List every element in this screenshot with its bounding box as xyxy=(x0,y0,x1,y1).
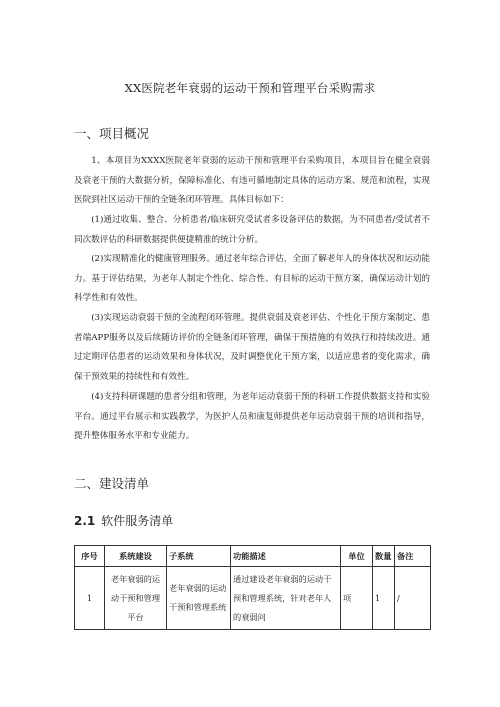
section-heading-build-list: 二、建设清单 xyxy=(74,476,150,491)
cell-index: 1 xyxy=(75,567,105,630)
subsection-number: 2.1 xyxy=(74,514,96,528)
table-header-row xyxy=(75,546,431,567)
paragraph-goal-1: (1)通过收集、整合、分析患者/临床研究受试者多设备评估的数据，为不同患者/受试者不同次数评估的科研数据提供便捷精准的统计分析。 xyxy=(74,215,430,245)
paragraph-goal-4: (4)支持科研课题的患者分组和管理，为老年运动衰弱干预的科研工作提供数据支持和实验平台。通过平台展示和实践教学，为医护人员和康复师提供老年运动衰弱干预的培训和指导，提升整体服务水平和专业能力。 xyxy=(74,392,430,442)
header-index: 序号 xyxy=(75,546,105,567)
header-subsystem: 子系统 xyxy=(167,546,231,567)
cell-quantity: 1 xyxy=(373,567,395,630)
header-unit: 单位 xyxy=(341,546,373,567)
software-service-table xyxy=(74,545,431,630)
header-description: 功能描述 xyxy=(231,546,341,567)
header-quantity: 数量 xyxy=(373,546,395,567)
header-remarks: 备注 xyxy=(395,546,431,567)
cell-remarks: / xyxy=(395,567,431,630)
subsection-title: 软件服务清单 xyxy=(101,514,174,528)
section-heading-overview: 一、项目概况 xyxy=(74,126,150,141)
table-row xyxy=(75,567,431,630)
cell-unit: 项 xyxy=(341,567,373,630)
document-title: XX医院老年衰弱的运动干预和管理平台采购需求 xyxy=(124,81,376,95)
cell-subsystem: 老年衰弱的运动干预和管理系统 xyxy=(167,567,231,630)
cell-system: 老年衰弱的运动干预和管理平台 xyxy=(105,567,167,630)
paragraph-goal-3: (3)实现运动衰弱干预的全流程闭环管理。提供衰弱及衰老评估、个性化干预方案制定、患者端APP服务以及后续随访评价的全链条闭环管理，确保干预措施的有效执行和持续改进。通过定期评估患者的运动效果和身体状况，及时调整优化干预方案，以适应患者的变化需求，确保干预效果的持续性和有效性。 xyxy=(74,313,430,382)
header-system: 系统建设 xyxy=(105,546,167,567)
cell-description: 通过建设老年衰弱的运动干预和管理系统，针对老年人的衰弱问 xyxy=(231,567,341,630)
paragraph-intro: 1、本项目为XXXX医院老年衰弱的运动干预和管理平台采购项目，本项目旨在健全衰弱及衰老干预的大数据分析，保障标准化、有违可循地制定具体的运动方案、规范和流程，实现医院到社区运动干预的全链条闭环管理。具体目标如下： xyxy=(74,156,430,206)
subsection-heading xyxy=(74,512,173,529)
paragraph-goal-2: (2)实现精准化的健康管理服务。通过老年综合评估，全面了解老年人的身体状况和运动能力。基于评估结果，为老年人制定个性化、综合性、有目标的运动干预方案，确保运动计划的科学性和有效性。 xyxy=(74,254,430,304)
